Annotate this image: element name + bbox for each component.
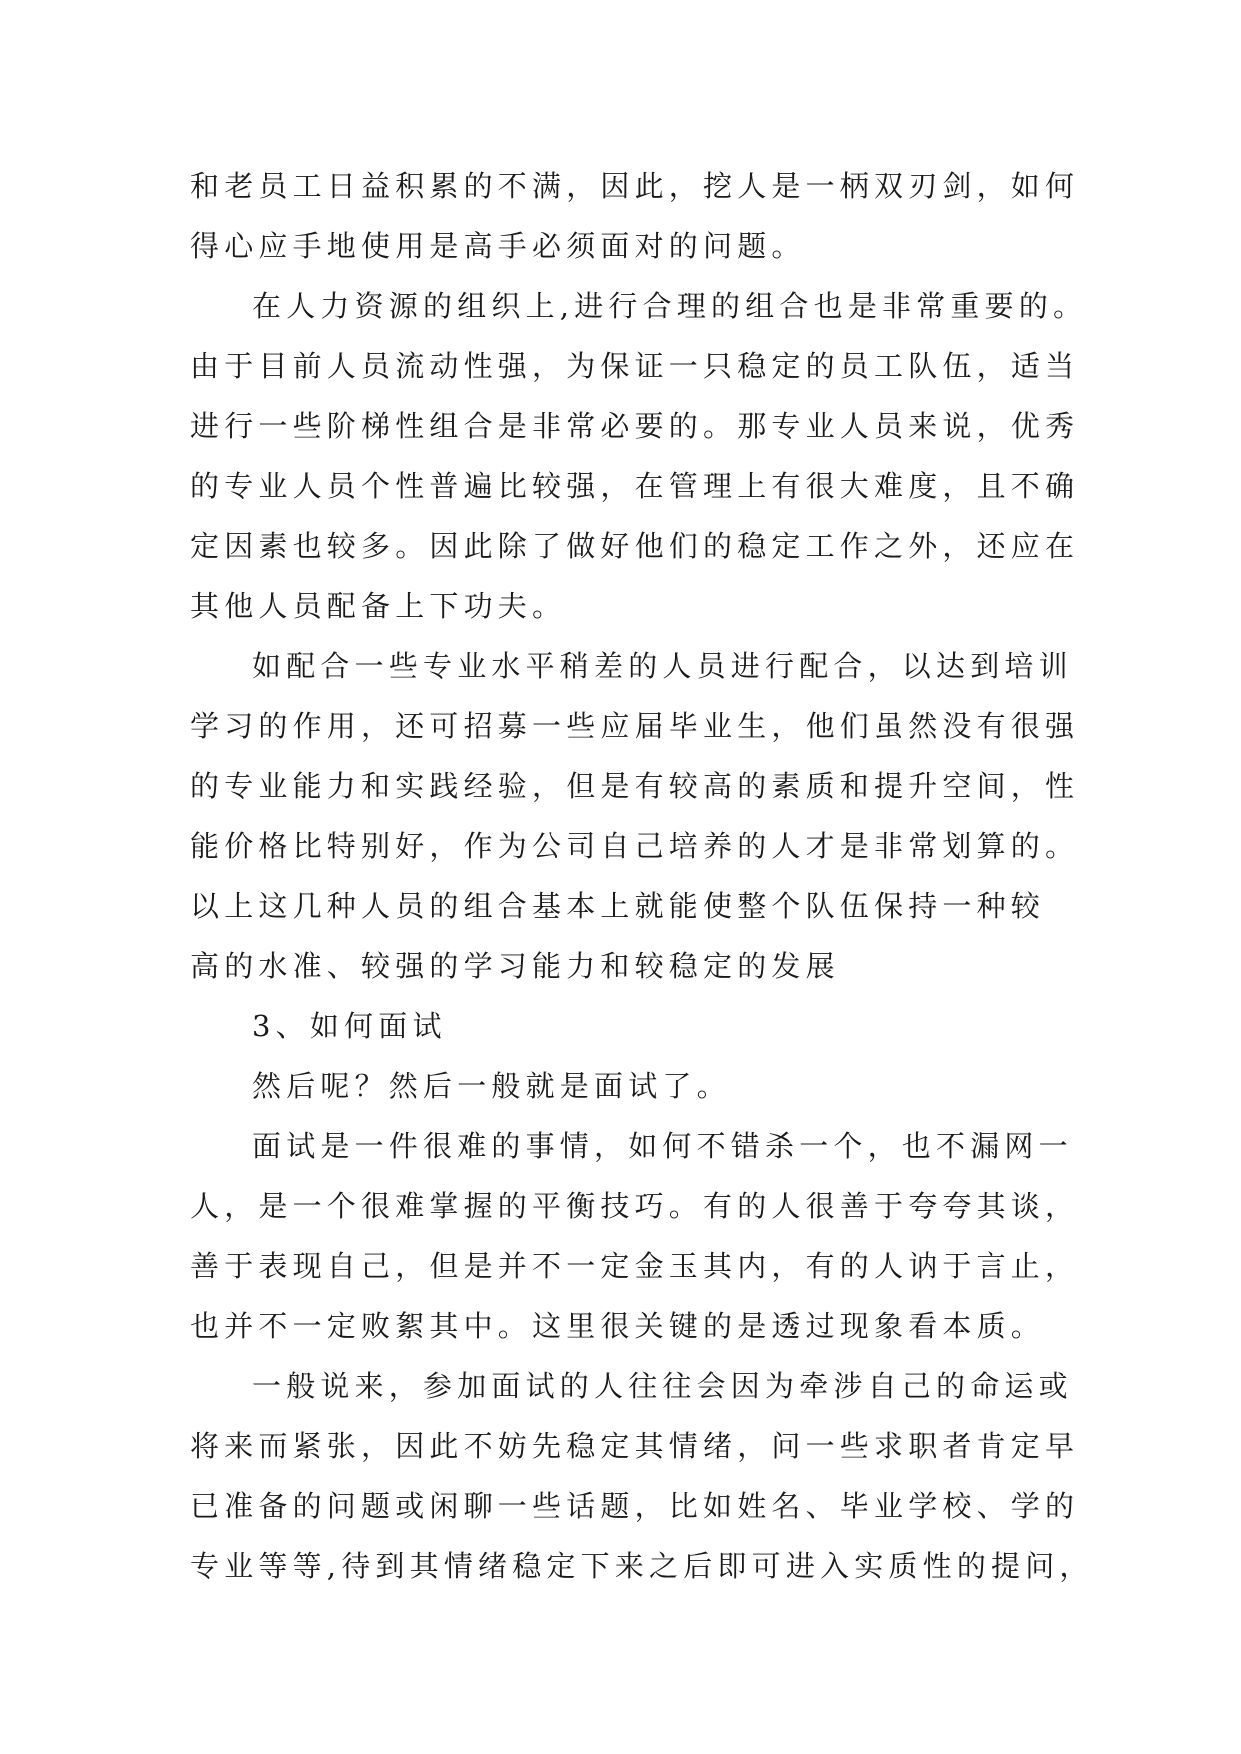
text-line: 以上这几种人员的组合基本上就能使整个队伍保持一种较 <box>190 889 1046 923</box>
text-line: 的专业能力和实践经验，但是有较高的素质和提升空间，性 <box>190 769 1080 803</box>
text-line: 然后呢？然后一般就是面试了。 <box>252 1069 731 1103</box>
text-line: 也并不一定败絮其中。这里很关键的是透过现象看本质。 <box>190 1309 1046 1343</box>
text-line: 和老员工日益积累的不满，因此，挖人是一柄双刃剑，如何 <box>190 169 1080 203</box>
text-line: 得心应手地使用是高手必须面对的问题。 <box>190 229 806 263</box>
text-line: 将来而紧张，因此不妨先稳定其情绪，问一些求职者肯定早 <box>190 1429 1080 1463</box>
text-line: 进行一些阶梯性组合是非常必要的。那专业人员来说，优秀 <box>190 409 1080 443</box>
text-line: 高的水准、较强的学习能力和较稳定的发展 <box>190 949 840 983</box>
text-line: 其他人员配备上下功夫。 <box>190 589 567 623</box>
text-line: 在人力资源的组织上,进行合理的组合也是非常重要的。 <box>252 289 1088 323</box>
text-line: 如配合一些专业水平稍差的人员进行配合，以达到培训 <box>252 649 1073 683</box>
text-line: 学习的作用，还可招募一些应届毕业生，他们虽然没有很强 <box>190 709 1080 743</box>
section-heading: 3、如何面试 <box>252 1009 447 1043</box>
text-line: 已准备的问题或闲聊一些话题，比如姓名、毕业学校、学的 <box>190 1489 1080 1523</box>
text-line: 能价格比特别好，作为公司自己培养的人才是非常划算的。 <box>190 829 1080 863</box>
text-line: 由于目前人员流动性强，为保证一只稳定的员工队伍，适当 <box>190 349 1080 383</box>
text-line: 善于表现自己，但是并不一定金玉其内，有的人讷于言止， <box>190 1249 1080 1283</box>
text-line: 的专业人员个性普遍比较强，在管理上有很大难度，且不确 <box>190 469 1080 503</box>
text-line: 专业等等,待到其情绪稳定下来之后即可进入实质性的提问， <box>190 1549 1094 1583</box>
text-line: 定因素也较多。因此除了做好他们的稳定工作之外，还应在 <box>190 529 1080 563</box>
text-line: 一般说来，参加面试的人往往会因为牵涉自己的命运或 <box>252 1369 1073 1403</box>
text-line: 面试是一件很难的事情，如何不错杀一个，也不漏网一 <box>252 1129 1073 1163</box>
text-line: 人，是一个很难掌握的平衡技巧。有的人很善于夸夸其谈， <box>190 1189 1080 1223</box>
